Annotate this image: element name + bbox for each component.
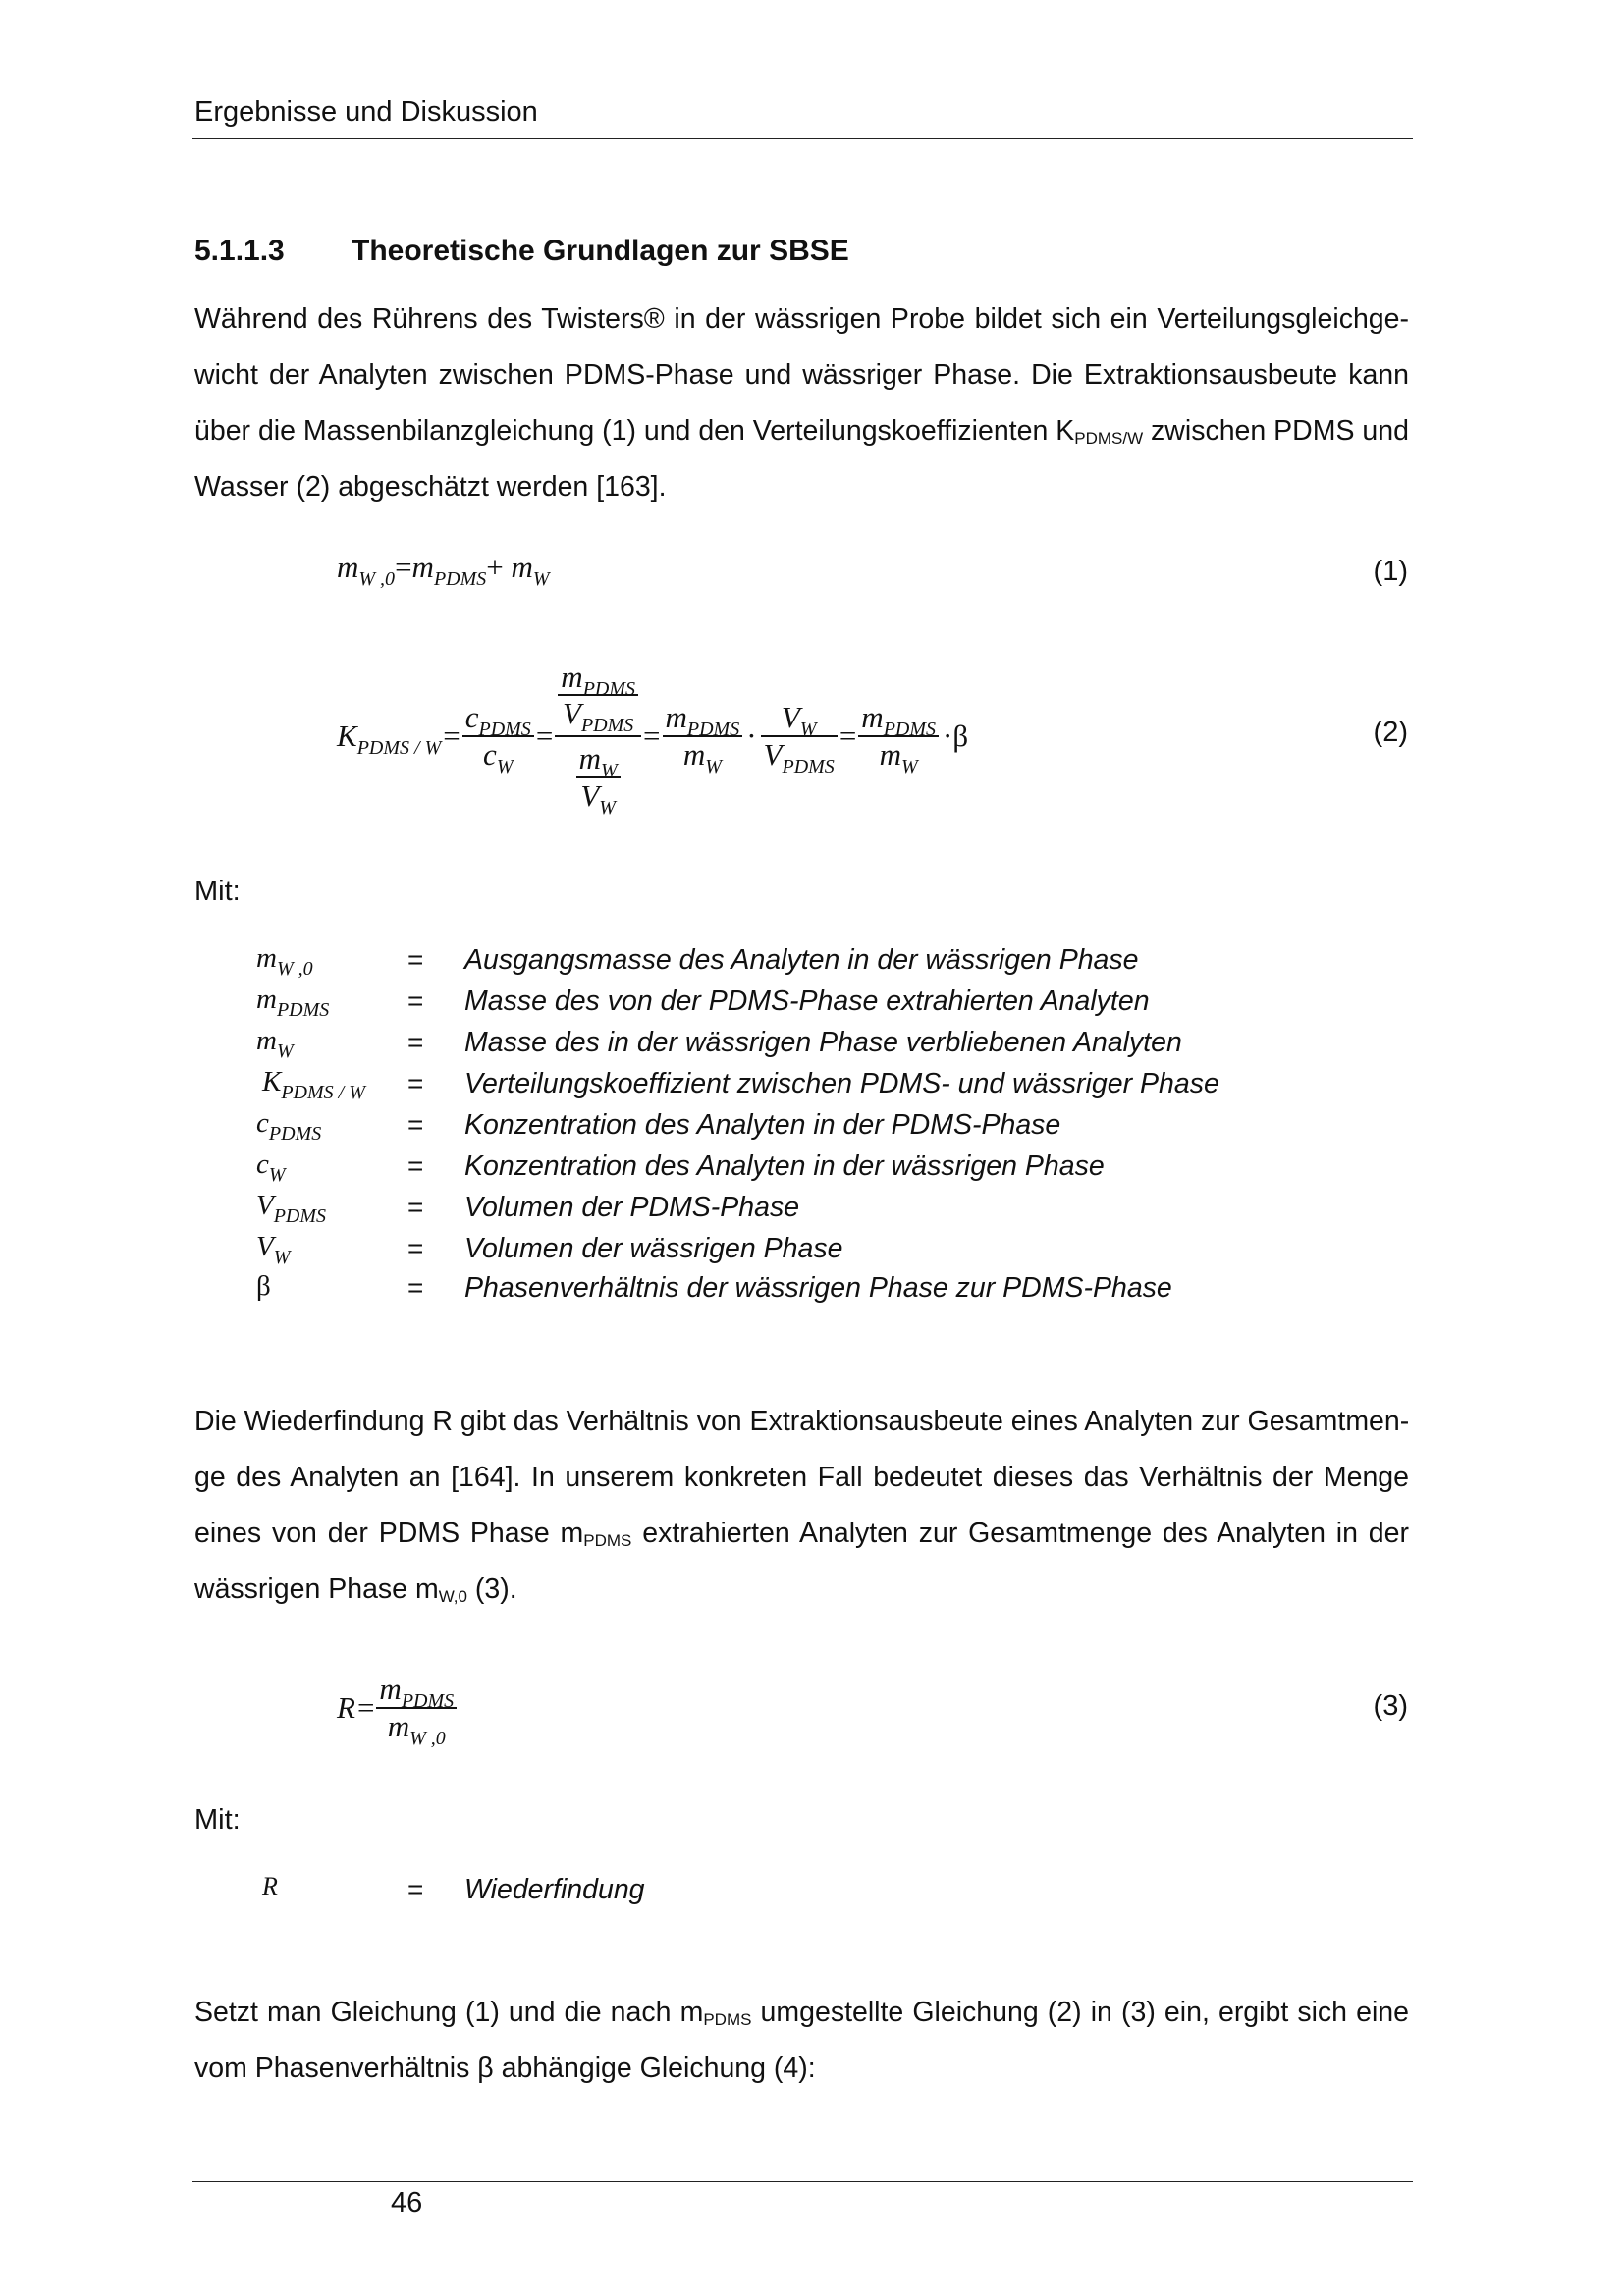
definition-symbol: $c_W$ [256,1148,286,1186]
paragraph-recovery [194,1394,1409,1618]
definition-text: Verteilungskoeffizient zwischen PDMS- und wässriger Phase [464,1068,1219,1099]
paragraph-line: ge des Analyten an [164]. In unserem konkreten Fall bedeutet dieses das Verhältnis der Menge [194,1462,1409,1493]
subscript: W,0 [438,1587,467,1606]
definition-equals: = [407,1233,424,1263]
equation-2-number: (2) [1373,717,1408,748]
definition-text: Masse des in der wässrigen Phase verbliebenen Analyten [464,1027,1182,1058]
equation-1-number: (1) [1373,556,1408,587]
definition-equals: = [407,1192,424,1222]
definition-symbol: $V_W$ [256,1231,291,1268]
paragraph-text: eines von der PDMS Phase m [194,1518,584,1549]
running-header: Ergebnisse und Diskussion [194,96,538,128]
equation-1 [0,550,1624,599]
section-heading [194,235,849,268]
definition-text: Masse des von der PDMS-Phase extrahierten Analyten [464,986,1150,1017]
paragraph-line: Die Wiederfindung R gibt das Verhältnis von Extraktionsausbeute eines Analyten zur Gesamtmen- [194,1406,1410,1437]
paragraph-line [194,1985,1409,2041]
subscript: PDMS [583,1531,632,1550]
paragraph-line [194,1562,1409,1618]
mit-label: Mit: [194,876,241,907]
footer-rule [192,2181,1413,2182]
definition-equals: = [407,1272,424,1303]
definition-symbol: β [256,1270,271,1302]
section-title: Theoretische Grundlagen zur SBSE [352,235,849,267]
equation-3-number: (3) [1373,1690,1408,1722]
equation-3 [0,1659,1624,1757]
section-number: 5.1.1.3 [194,235,285,267]
paragraph-line: Wasser (2) abgeschätzt werden [163]. [194,471,667,503]
definition-symbol: $c_{PDMS}$ [256,1107,322,1145]
definition-text: Volumen der PDMS-Phase [464,1192,800,1223]
paragraph-line: vom Phasenverhältnis β abhängige Gleichung (4): [194,2053,816,2084]
definition-equals: = [407,944,424,975]
definition-text: Wiederfindung [464,1874,645,1905]
definition-symbol: $m_W$ [256,1025,294,1062]
definition-equals: = [407,1874,424,1904]
header-rule [192,138,1413,139]
definition-text: Konzentration des Analyten in der PDMS-Phase [464,1109,1061,1141]
paragraph-line [194,403,1409,459]
paragraph-text: über die Massenbilanzgleichung (1) und den Verteilungskoeffizienten K [194,415,1075,447]
subscript: PDMS [703,2010,752,2029]
definition-symbol: $K_{PDMS / W}$ [262,1066,365,1103]
definition-equals: = [407,1150,424,1181]
page-number: 46 [391,2187,423,2218]
paragraph-line: Während des Rührens des Twisters® in der wässrigen Probe bildet sich ein Verteilungsgleichge- [194,303,1409,335]
equation-2 [0,648,1624,825]
paragraph-text: umgestellte Gleichung (2) in (3) ein, ergibt sich eine [751,1997,1410,2028]
definition-symbol: R [262,1872,278,1900]
mit-label: Mit: [194,1804,241,1836]
paragraph-text: Setzt man Gleichung (1) und die nach m [194,1997,704,2028]
definition-equals: = [407,1027,424,1057]
definition-equals: = [407,986,424,1016]
paragraph-text: extrahierten Analyten zur Gesamtmenge des Analyten in der [631,1518,1409,1549]
paragraph-line [194,1506,1409,1562]
subscript: PDMS/W [1074,429,1144,448]
equation-2-formula: $K_{PDMS / W}$ = $\frac{c_{PDMS}}{c_W}$ = $\frac{\frac{m_{PDMS}}{V_{PDMS}}}{\frac{m_W}{V_W}}$ = $\frac{m_{PDMS}}{m_W}$ · $\frac{V_W}{V_{PDMS}}$ = $\frac{m_{PDMS}}{m_W}$ ·β [337,659,969,819]
paragraph-text: wässrigen Phase m [194,1574,439,1605]
paragraph-text: (3). [467,1574,517,1605]
definition-text: Phasenverhältnis der wässrigen Phase zur PDMS-Phase [464,1272,1172,1304]
definition-equals: = [407,1109,424,1140]
paragraph-substitution [194,1985,1409,2097]
definition-symbol: $m_{PDMS}$ [256,984,330,1021]
paragraph-text: zwischen PDMS und [1143,415,1409,447]
definition-symbol: $V_{PDMS}$ [256,1190,327,1227]
equation-1-formula: $m_{W ,0}=m_{PDMS}+ m_W$ [337,550,550,590]
paragraph-intro [194,292,1409,515]
definition-text: Volumen der wässrigen Phase [464,1233,843,1264]
definition-equals: = [407,1068,424,1098]
paragraph-line: wicht der Analyten zwischen PDMS-Phase und wässriger Phase. Die Extraktionsausbeute kann [194,359,1409,391]
definition-text: Konzentration des Analyten in der wässrigen Phase [464,1150,1105,1182]
equation-3-formula: R = $\frac{m_{PDMS}}{m_{W ,0}}$ [337,1659,457,1757]
definition-text: Ausgangsmasse des Analyten in der wässrigen Phase [464,944,1139,976]
definition-symbol: $m_{W ,0}$ [256,942,313,980]
